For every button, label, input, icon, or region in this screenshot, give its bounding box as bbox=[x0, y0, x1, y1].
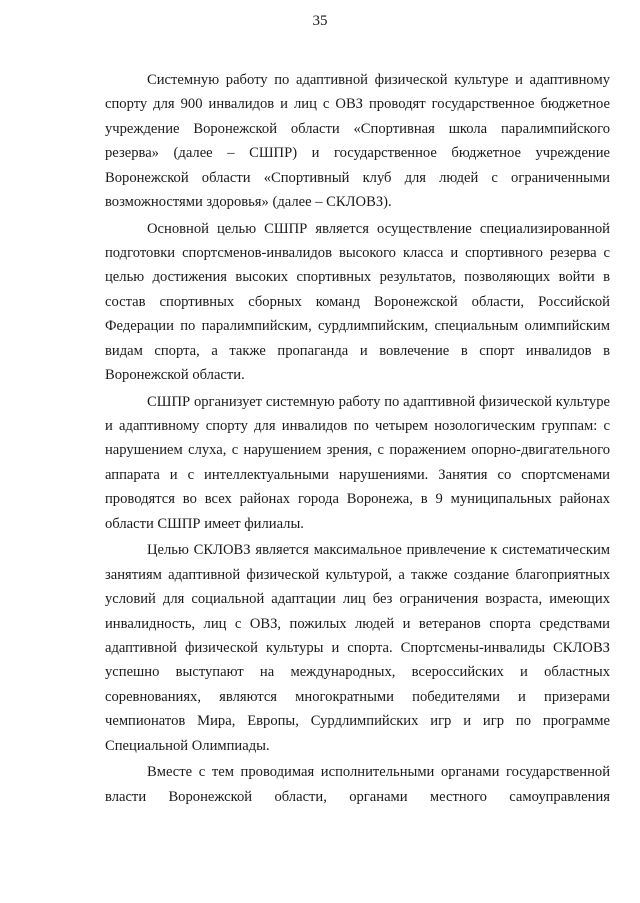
paragraph-sshpr-goal: Основной целью СШПР является осуществление специализированной подготовки спортсменов-инвалидов высокого класса и спортивного резерва с целью достижения высоких спортивных результатов, позволяющих войти в состав спортивных сборных команд Воронежской области, Российской Федерации по паралимпийским, сурдлимпийским, специальным олимпийским видам спорта, а также пропаганда и вовлечение в спорт инвалидов в Воронежской области. bbox=[105, 220, 610, 384]
body-text bbox=[105, 68, 610, 809]
page-number: 35 bbox=[312, 13, 328, 29]
paragraph-sklovz-goal: Целью СКЛОВЗ является максимальное привлечение к систематическим занятиям адаптивной физической культурой, а также создание благоприятных условий для социальной адаптации лиц без ограничения возраста, имеющих инвалидность, лиц с ОВЗ, пожилых людей и ветеранов спорта средствами адаптивной физической культуры и спорта. Спортсмены-инвалиды СКЛОВЗ успешно выступают на международных, всероссийских и областных соревнованиях, являются многократными победителями и призерами чемпионатов Мира, Европы, Сурдлимпийских игр и игр по программе Специальной Олимпиады. bbox=[105, 542, 610, 754]
paragraph-sports-institutions: Системную работу по адаптивной физической культуре и адаптивному спорту для 900 инвалидов и лиц с ОВЗ проводят государственное бюджетное учреждение Воронежской области «Спортивная школа паралимпийского резерва» (далее – СШПР) и государственное бюджетное учреждение Воронежской области «Спортивный клуб для людей с ограниченными возможностями здоровья» (далее – СКЛОВЗ). bbox=[105, 72, 610, 211]
paragraph-continuation: Вместе с тем проводимая исполнительными органами государственной власти Воронежской области, органами местного самоуправления bbox=[105, 764, 610, 805]
paragraph-sshpr-work: СШПР организует системную работу по адаптивной физической культуре и адаптивному спорту для инвалидов по четырем нозологическим группам: с нарушением слуха, с нарушением зрения, с поражением опорно-двигательного аппарата и с интеллектуальными нарушениями. Занятия со спортсменами проводятся во всех районах города Воронежа, в 9 муниципальных районах области СШПР имеет филиалы. bbox=[105, 393, 610, 532]
